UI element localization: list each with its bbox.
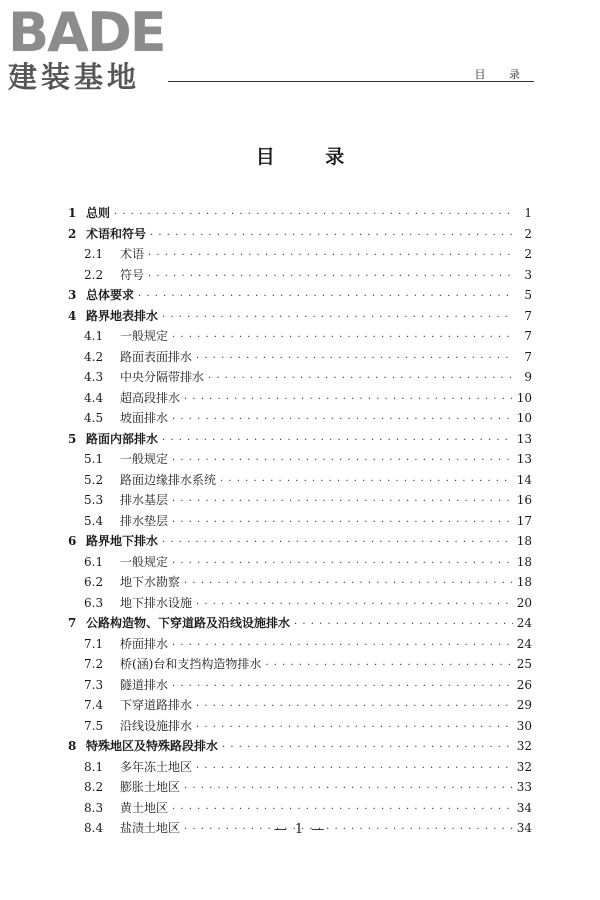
toc-entry-number: 4.4 (84, 390, 104, 405)
toc-entry-page: 10 (516, 390, 532, 405)
toc-entry-title: 地下排水设施 (120, 595, 193, 610)
toc-dot-leader (196, 595, 513, 614)
toc-dot-leader (172, 451, 513, 470)
toc-dot-leader (208, 369, 514, 388)
toc-entry-title: 坡面排水 (120, 411, 169, 425)
toc-entry-title: 一般规定 (120, 452, 169, 466)
logo-letters: BADE (8, 1, 165, 64)
toc-entry[interactable] (68, 593, 532, 614)
toc-entry-number: 2.1 (84, 247, 104, 261)
toc-entry-page: 18 (516, 575, 532, 589)
toc-entry-page: 5 (524, 288, 532, 302)
toc-entry-number: 8 (68, 739, 77, 753)
toc-entry-number: 7.5 (84, 718, 104, 733)
toc-entry-number: 8.3 (84, 800, 104, 815)
toc-entry[interactable] (68, 490, 532, 511)
toc-entry-title: 桥面排水 (120, 636, 169, 651)
toc-entry-title: 盐渍土地区 (120, 821, 181, 835)
toc-entry-page: 2 (524, 247, 532, 261)
toc-entry-title: 路面边缘排水系统 (120, 472, 217, 487)
toc-dot-leader (265, 656, 512, 675)
toc-dot-leader (138, 287, 514, 306)
toc-entry-number: 4.5 (84, 411, 104, 425)
toc-entry[interactable] (68, 798, 532, 819)
toc-dot-leader (162, 308, 514, 327)
toc-entry-title: 术语 (120, 247, 145, 261)
toc-entry-page: 30 (516, 718, 532, 733)
toc-dot-leader (114, 205, 514, 224)
toc-entry[interactable] (68, 285, 532, 306)
toc-entry-title: 排水垫层 (120, 513, 169, 528)
page-number: — 1 — (273, 822, 327, 837)
toc-entry[interactable] (68, 757, 532, 778)
toc-dot-leader (172, 554, 513, 573)
toc-entry-title: 路界地下排水 (86, 534, 159, 548)
toc-entry-title: 公路构造物、下穿道路及沿线设施排水 (86, 616, 291, 630)
toc-entry-number: 6.1 (84, 554, 104, 569)
toc-entry-page: 24 (516, 636, 532, 651)
toc-entry-page: 25 (516, 657, 532, 671)
toc-dot-leader (172, 492, 513, 511)
toc-entry-title: 膨胀土地区 (120, 780, 181, 794)
toc-entry-title: 排水基层 (120, 493, 169, 507)
toc-dot-leader (172, 328, 514, 347)
toc-entry-page: 32 (516, 759, 532, 774)
toc-entry-page: 24 (516, 616, 532, 630)
toc-entry-title: 术语和符号 (86, 226, 147, 241)
page-title: 目 录 (255, 146, 367, 168)
toc-dot-leader (196, 697, 513, 716)
toc-entry-number: 2.2 (84, 267, 104, 282)
toc-entry-title: 路面内部排水 (86, 431, 159, 446)
toc-dot-leader (172, 513, 513, 532)
toc-entry-page: 7 (524, 329, 532, 343)
toc-dot-leader (196, 349, 514, 368)
toc-entry-title: 下穿道路排水 (120, 698, 193, 712)
toc-entry[interactable] (68, 613, 532, 634)
toc-entry-number: 5 (68, 431, 77, 446)
toc-dot-leader (196, 759, 513, 778)
toc-entry-title: 一般规定 (120, 554, 169, 569)
toc-entry-page: 9 (524, 370, 532, 384)
toc-entry[interactable] (68, 265, 532, 286)
logo-chinese-name: 建装基地 (8, 60, 141, 94)
toc-entry[interactable] (68, 470, 532, 491)
toc-entry-number: 6 (68, 534, 77, 548)
toc-entry-page: 10 (516, 411, 532, 425)
toc-entry-page: 34 (516, 800, 532, 815)
toc-entry[interactable] (68, 326, 532, 347)
toc-entry[interactable] (68, 654, 532, 675)
toc-entry[interactable] (68, 572, 532, 593)
toc-entry-title: 路面表面排水 (120, 349, 193, 364)
toc-entry[interactable] (68, 367, 532, 388)
toc-entry[interactable] (68, 429, 532, 450)
toc-entry-number: 5.2 (84, 472, 104, 487)
toc-entry[interactable] (68, 736, 532, 757)
toc-entry-number: 6.2 (84, 575, 104, 589)
toc-entry-title: 总体要求 (86, 288, 135, 302)
toc-entry-title: 路界地表排水 (86, 308, 159, 323)
toc-entry-number: 5.1 (84, 452, 104, 466)
toc-dot-leader (184, 779, 513, 798)
toc-entry-page: 26 (516, 677, 532, 692)
toc-entry-number: 4.1 (84, 329, 104, 343)
toc-entry-title: 黄土地区 (120, 800, 169, 815)
toc-entry[interactable] (68, 408, 532, 429)
toc-entry-page: 16 (516, 493, 532, 507)
toc-entry-number: 3 (68, 288, 77, 302)
toc-entry[interactable] (68, 244, 532, 265)
toc-entry-title: 特殊地区及特殊路段排水 (86, 739, 219, 753)
toc-entry-title: 桥(涵)台和支挡构造物排水 (120, 657, 262, 671)
toc-entry-number: 5.3 (84, 493, 104, 507)
toc-entry-number: 8.1 (84, 759, 104, 774)
toc-entry-number: 7 (68, 616, 77, 630)
toc-entry-page: 18 (516, 534, 532, 548)
toc-entry-number: 7.2 (84, 657, 104, 671)
toc-dot-leader (150, 226, 514, 245)
toc-entry-number: 1 (68, 206, 77, 220)
toc-entry[interactable] (68, 634, 532, 655)
toc-entry-title: 符号 (120, 267, 145, 282)
toc-dot-leader (196, 718, 513, 737)
toc-entry-page: 14 (516, 472, 532, 487)
toc-entry[interactable] (68, 306, 532, 327)
toc-dot-leader (148, 267, 514, 286)
toc-entry-page: 18 (516, 554, 532, 569)
toc-dot-leader (294, 615, 513, 634)
toc-entry-number: 8.2 (84, 780, 104, 794)
toc-entry[interactable] (68, 388, 532, 409)
toc-dot-leader (222, 738, 513, 757)
toc-entry[interactable] (68, 511, 532, 532)
toc-entry[interactable] (68, 777, 532, 798)
table-of-contents (68, 203, 532, 839)
toc-entry-page: 2 (524, 226, 532, 241)
header-section-label: 目 录 (474, 68, 530, 81)
toc-dot-leader (172, 636, 513, 655)
toc-entry-title: 沿线设施排水 (120, 718, 193, 733)
toc-entry[interactable] (68, 531, 532, 552)
toc-dot-leader (172, 677, 513, 696)
toc-entry[interactable] (68, 716, 532, 737)
toc-entry-title: 总则 (86, 206, 111, 220)
toc-entry-number: 4.3 (84, 370, 104, 384)
toc-entry[interactable] (68, 203, 532, 224)
toc-entry-number: 4.2 (84, 349, 104, 364)
toc-dot-leader (162, 533, 513, 552)
toc-entry-title: 地下水勘察 (120, 575, 181, 589)
toc-entry-page: 20 (516, 595, 532, 610)
toc-dot-leader (162, 431, 513, 450)
toc-entry-page: 7 (524, 349, 532, 364)
toc-entry-number: 2 (68, 226, 77, 241)
toc-entry-page: 13 (516, 431, 532, 446)
toc-dot-leader (184, 574, 513, 593)
toc-entry-number: 7.4 (84, 698, 104, 712)
toc-entry[interactable] (68, 675, 532, 696)
toc-entry-page: 7 (524, 308, 532, 323)
toc-entry-page: 1 (524, 206, 532, 220)
toc-entry[interactable] (68, 449, 532, 470)
toc-dot-leader (172, 800, 513, 819)
toc-dot-leader (184, 390, 513, 409)
brand-logo (8, 1, 165, 94)
toc-entry-number: 6.3 (84, 595, 104, 610)
toc-entry-page: 13 (516, 452, 532, 466)
toc-entry-title: 超高段排水 (120, 390, 181, 405)
toc-entry-page: 3 (524, 267, 532, 282)
toc-entry-title: 多年冻土地区 (120, 759, 193, 774)
toc-entry[interactable] (68, 224, 532, 245)
toc-entry-page: 17 (516, 513, 532, 528)
toc-entry-page: 33 (516, 780, 532, 794)
toc-entry[interactable] (68, 695, 532, 716)
toc-entry-number: 7.1 (84, 636, 104, 651)
toc-entry-title: 中央分隔带排水 (120, 370, 205, 384)
toc-entry-title: 一般规定 (120, 329, 169, 343)
toc-entry-number: 5.4 (84, 513, 104, 528)
toc-entry-title: 隧道排水 (120, 677, 169, 692)
toc-dot-leader (148, 246, 514, 265)
toc-entry-number: 8.4 (84, 821, 104, 835)
toc-entry-page: 32 (516, 739, 532, 753)
toc-dot-leader (220, 472, 513, 491)
toc-entry-page: 29 (516, 698, 532, 712)
toc-entry-number: 4 (68, 308, 77, 323)
toc-entry[interactable] (68, 347, 532, 368)
toc-dot-leader (172, 410, 513, 429)
toc-entry-page: 34 (516, 821, 532, 835)
toc-entry-number: 7.3 (84, 677, 104, 692)
toc-entry[interactable] (68, 552, 532, 573)
